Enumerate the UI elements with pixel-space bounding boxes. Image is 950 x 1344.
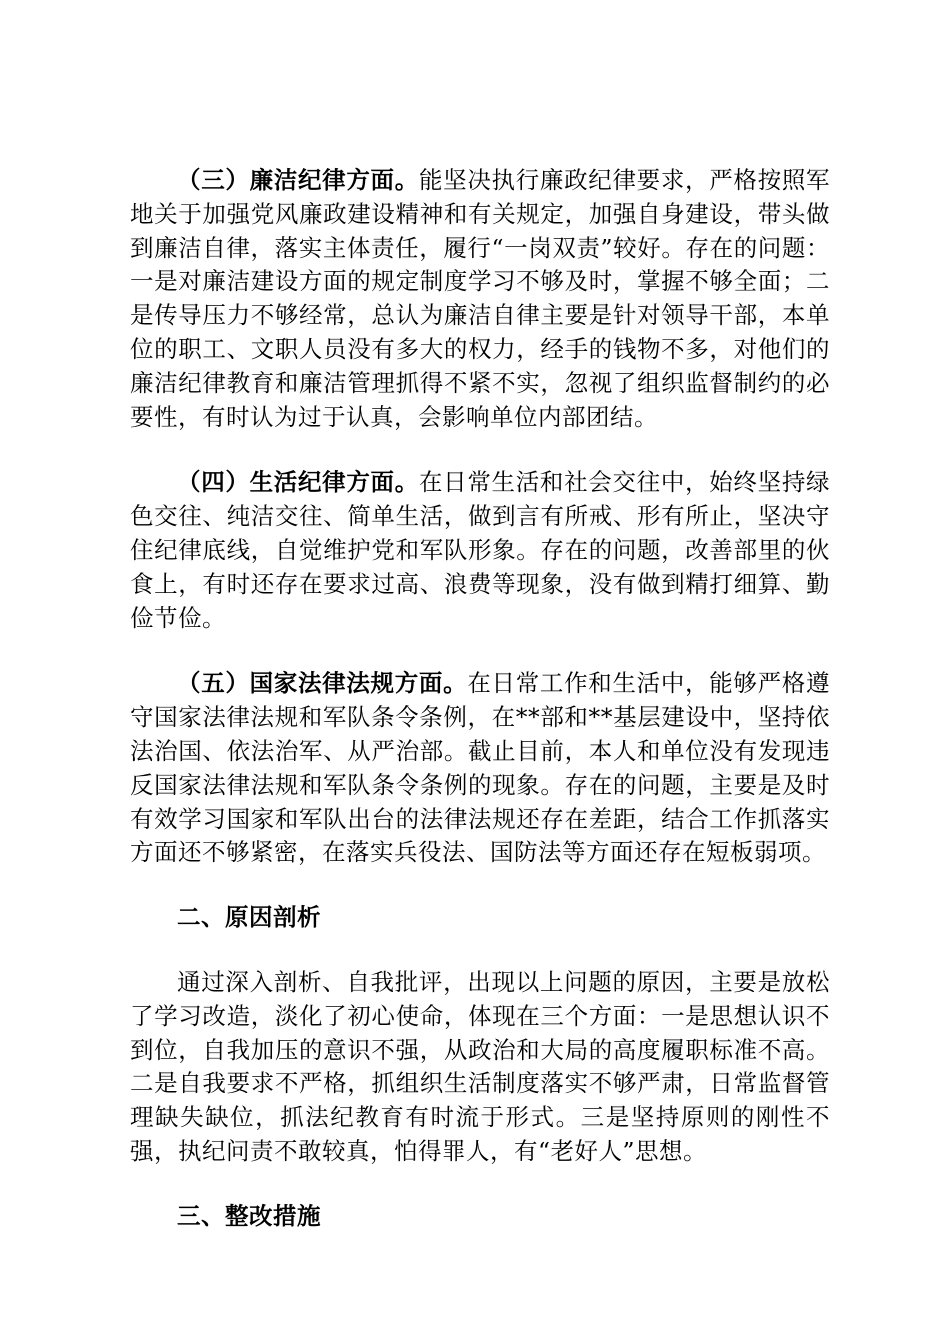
analysis-body: 通过深入剖析、自我批评，出现以上问题的原因，主要是放松了学习改造，淡化了初心使命，体现在三个方面：一是思想认识不到位，自我加压的意识不强，从政治和大局的高度履职标准不高。二是自我要求不严格，抓组织生活制度落实不够严肃，日常监督管理缺失缺位，抓法纪教育有时流于形式。三是坚持原则的刚性不强，执纪问责不敢较真，怕得罪人，有“老好人”思想。 bbox=[130, 967, 830, 1165]
section-heading: （三）廉洁纪律方面。 bbox=[177, 166, 419, 194]
measures-heading: 三、整改措施 bbox=[177, 1201, 321, 1230]
section-heading: （五）国家法律法规方面。 bbox=[177, 669, 468, 698]
section-heading: （四）生活纪律方面。 bbox=[177, 468, 419, 497]
section-life-discipline bbox=[130, 466, 830, 635]
analysis-heading: 二、原因剖析 bbox=[177, 903, 321, 932]
section-body: 能坚决执行廉政纪律要求，严格按照军地关于加强党风廉政建设精神和有关规定，加强自身建设，带头做到廉洁自律，落实主体责任，履行“一岗双责”较好。存在的问题：一是对廉洁建设方面的规定制度学习不够及时，掌握不够全面；二是传导压力不够经常，总认为廉洁自律主要是针对领导干部，本单位的职工、文职人员没有多大的权力，经手的钱物不多，对他们的廉洁纪律教育和廉洁管理抓得不紧不实，忽视了组织监督制约的必要性，有时认为过于认真，会影响单位内部团结。 bbox=[130, 166, 831, 431]
document-page bbox=[130, 164, 830, 1234]
section-laws-regulations bbox=[130, 667, 830, 870]
section-integrity-discipline bbox=[130, 164, 830, 434]
section-body: 在日常工作和生活中，能够严格遵守国家法律法规和军队条令条例，在**部和**基层建设中，坚持依法治国、依法治军、从严治部。截止目前，本人和单位没有发现违反国家法律法规和军队条令条例的现象。存在的问题，主要是及时有效学习国家和军队出台的法律法规还存在差距，结合工作抓落实方面还不够紧密，在落实兵役法、国防法等方面还存在短板弱项。 bbox=[130, 669, 831, 867]
section-body: 在日常生活和社会交往中，始终坚持绿色交往、纯洁交往、简单生活，做到言有所戒、形有所止，坚决守住纪律底线，自觉维护党和军队形象。存在的问题，改善部里的伙食上，有时还存在要求过高、浪费等现象，没有做到精打细算、勤俭节俭。 bbox=[130, 468, 831, 632]
